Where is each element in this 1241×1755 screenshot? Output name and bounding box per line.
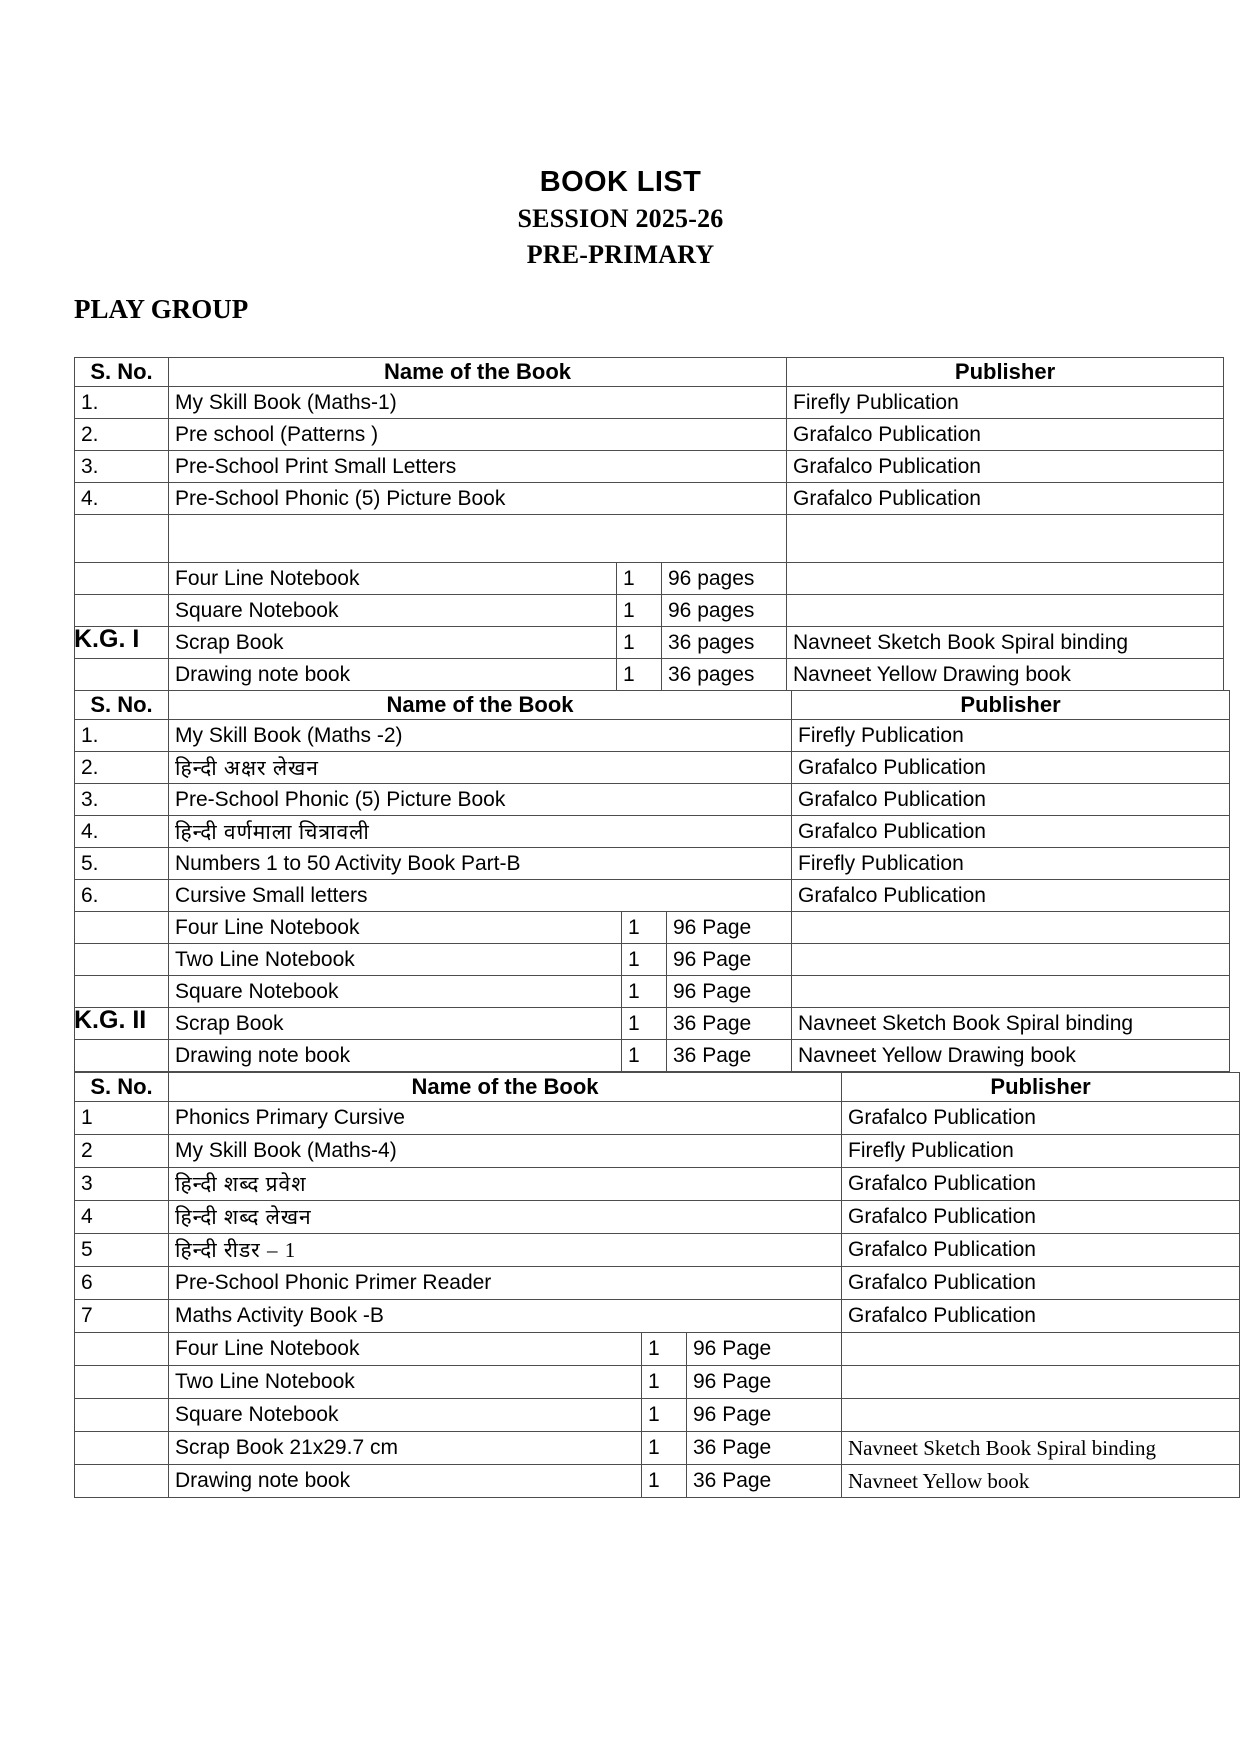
table-row bbox=[75, 1300, 1240, 1333]
cell-item-name: Scrap Book bbox=[169, 1008, 622, 1040]
cell-publisher: Firefly Publication bbox=[787, 387, 1224, 419]
cell-publisher: Grafalco Publication bbox=[792, 816, 1230, 848]
table-row bbox=[75, 1432, 1240, 1465]
table-row bbox=[75, 595, 1224, 627]
table-row bbox=[75, 848, 1230, 880]
document-session-line: SESSION 2025-26 bbox=[517, 204, 724, 233]
cell-book-name: हिन्दी वर्णमाला चित्रावली bbox=[169, 816, 792, 848]
cell-publisher bbox=[792, 944, 1230, 976]
cell-sno bbox=[75, 1333, 169, 1366]
table-row bbox=[75, 1008, 1230, 1040]
table-row bbox=[75, 1102, 1240, 1135]
document-header bbox=[0, 168, 1241, 268]
cell-publisher bbox=[842, 1333, 1240, 1366]
table-row bbox=[75, 1201, 1240, 1234]
section-heading-kg-2: K.G. II bbox=[74, 1006, 147, 1034]
cell-publisher: Grafalco Publication bbox=[842, 1168, 1240, 1201]
cell-sno: 2 bbox=[75, 1135, 169, 1168]
cell-book-name: Phonics Primary Cursive bbox=[169, 1102, 842, 1135]
cell-publisher bbox=[842, 1366, 1240, 1399]
page-title: BOOK LIST bbox=[539, 166, 702, 198]
cell-sno: 2. bbox=[75, 419, 169, 451]
cell-book-name: Pre-School Phonic Primer Reader bbox=[169, 1267, 842, 1300]
cell-publisher: Grafalco Publication bbox=[787, 451, 1224, 483]
cell-book-name: Numbers 1 to 50 Activity Book Part-B bbox=[169, 848, 792, 880]
cell-publisher: Grafalco Publication bbox=[842, 1267, 1240, 1300]
table-row bbox=[75, 976, 1230, 1008]
column-header-publisher: Publisher bbox=[787, 358, 1224, 387]
cell-publisher: Grafalco Publication bbox=[842, 1234, 1240, 1267]
table-header-row bbox=[75, 691, 1230, 720]
cell-quantity: 1 bbox=[617, 659, 662, 691]
table-row bbox=[75, 912, 1230, 944]
cell-quantity: 1 bbox=[642, 1465, 687, 1498]
column-header-sno: S. No. bbox=[75, 358, 169, 387]
cell-publisher: Firefly Publication bbox=[792, 848, 1230, 880]
table-row bbox=[75, 1234, 1240, 1267]
cell-publisher: Grafalco Publication bbox=[787, 419, 1224, 451]
cell-pages: 96 pages bbox=[662, 595, 787, 627]
cell-quantity: 1 bbox=[642, 1399, 687, 1432]
table-header-row bbox=[75, 1073, 1240, 1102]
cell-pages: 36 Page bbox=[687, 1432, 842, 1465]
cell-item-name: Two Line Notebook bbox=[169, 944, 622, 976]
cell-quantity: 1 bbox=[622, 1008, 667, 1040]
table-header-row bbox=[75, 358, 1224, 387]
column-header-name: Name of the Book bbox=[169, 358, 787, 387]
cell-item-name: Drawing note book bbox=[169, 1465, 642, 1498]
cell-quantity: 1 bbox=[642, 1432, 687, 1465]
cell-sno: 2. bbox=[75, 752, 169, 784]
table-row bbox=[75, 627, 1224, 659]
cell-publisher: Navneet Yellow Drawing book bbox=[787, 659, 1224, 691]
cell-sno: 7 bbox=[75, 1300, 169, 1333]
cell-quantity: 1 bbox=[622, 944, 667, 976]
cell-pages: 36 Page bbox=[667, 1040, 792, 1072]
cell-sno: 3 bbox=[75, 1168, 169, 1201]
cell-sno: 4 bbox=[75, 1201, 169, 1234]
cell-item-name: Scrap Book 21x29.7 cm bbox=[169, 1432, 642, 1465]
cell-pages: 96 pages bbox=[662, 563, 787, 595]
cell-pages: 96 Page bbox=[687, 1366, 842, 1399]
cell-item-name: Four Line Notebook bbox=[169, 912, 622, 944]
cell-publisher: Grafalco Publication bbox=[842, 1300, 1240, 1333]
cell-sno bbox=[75, 1465, 169, 1498]
cell-quantity: 1 bbox=[642, 1333, 687, 1366]
cell-book-name: My Skill Book (Maths -2) bbox=[169, 720, 792, 752]
cell-item-name: Two Line Notebook bbox=[169, 1366, 642, 1399]
column-header-publisher: Publisher bbox=[842, 1073, 1240, 1102]
cell-sno bbox=[75, 515, 169, 563]
section-heading-play-group: PLAY GROUP bbox=[74, 294, 249, 324]
table-row bbox=[75, 1040, 1230, 1072]
cell-book-name: My Skill Book (Maths-4) bbox=[169, 1135, 842, 1168]
table-row bbox=[75, 752, 1230, 784]
cell-quantity: 1 bbox=[617, 563, 662, 595]
cell-item-name: Square Notebook bbox=[169, 1399, 642, 1432]
cell-item-name: Square Notebook bbox=[169, 976, 622, 1008]
table-spacer-row bbox=[75, 515, 1224, 563]
table-row bbox=[75, 944, 1230, 976]
table-row bbox=[75, 483, 1224, 515]
cell-sno bbox=[75, 1366, 169, 1399]
table-row bbox=[75, 816, 1230, 848]
cell-quantity: 1 bbox=[617, 627, 662, 659]
cell-publisher: Navneet Sketch Book Spiral binding bbox=[792, 1008, 1230, 1040]
table-row bbox=[75, 1399, 1240, 1432]
table-row bbox=[75, 451, 1224, 483]
cell-publisher: Firefly Publication bbox=[792, 720, 1230, 752]
cell-pages: 96 Page bbox=[667, 912, 792, 944]
cell-quantity: 1 bbox=[622, 912, 667, 944]
cell-quantity: 1 bbox=[622, 1040, 667, 1072]
cell-sno bbox=[75, 1040, 169, 1072]
cell-pages: 36 pages bbox=[662, 659, 787, 691]
cell-sno: 6. bbox=[75, 880, 169, 912]
cell-sno: 3. bbox=[75, 451, 169, 483]
table-row bbox=[75, 1267, 1240, 1300]
cell-publisher: Firefly Publication bbox=[842, 1135, 1240, 1168]
book-table-kg-1 bbox=[74, 690, 1230, 1072]
cell-publisher: Grafalco Publication bbox=[787, 483, 1224, 515]
cell-sno: 3. bbox=[75, 784, 169, 816]
cell-publisher bbox=[842, 1399, 1240, 1432]
cell-publisher: Navneet Sketch Book Spiral binding bbox=[842, 1432, 1240, 1465]
column-header-publisher: Publisher bbox=[792, 691, 1230, 720]
cell-book-name: हिन्दी शब्द लेखन bbox=[169, 1201, 842, 1234]
book-table-play-group bbox=[74, 357, 1224, 691]
table-row bbox=[75, 1366, 1240, 1399]
cell-item-name: Square Notebook bbox=[169, 595, 617, 627]
cell-publisher bbox=[787, 563, 1224, 595]
cell-sno bbox=[75, 912, 169, 944]
cell-pages: 36 Page bbox=[687, 1465, 842, 1498]
table-row bbox=[75, 1168, 1240, 1201]
cell-pages: 96 Page bbox=[667, 976, 792, 1008]
column-header-sno: S. No. bbox=[75, 1073, 169, 1102]
cell-item-name: Four Line Notebook bbox=[169, 563, 617, 595]
cell-publisher: Navneet Yellow Drawing book bbox=[792, 1040, 1230, 1072]
cell-book-name: My Skill Book (Maths-1) bbox=[169, 387, 787, 419]
table-row bbox=[75, 387, 1224, 419]
table-row bbox=[75, 720, 1230, 752]
cell-item-name: Drawing note book bbox=[169, 1040, 622, 1072]
cell-sno: 6 bbox=[75, 1267, 169, 1300]
cell-sno: 1 bbox=[75, 1102, 169, 1135]
cell-sno: 5 bbox=[75, 1234, 169, 1267]
cell-sno bbox=[75, 563, 169, 595]
cell-book-name: हिन्दी अक्षर लेखन bbox=[169, 752, 792, 784]
cell-sno bbox=[75, 944, 169, 976]
book-table-kg-2 bbox=[74, 1072, 1240, 1498]
cell-book-name: Pre-School Phonic (5) Picture Book bbox=[169, 784, 792, 816]
cell-sno bbox=[75, 1432, 169, 1465]
cell-sno: 5. bbox=[75, 848, 169, 880]
cell-pages: 96 Page bbox=[687, 1333, 842, 1366]
cell-item-name: Four Line Notebook bbox=[169, 1333, 642, 1366]
table-row bbox=[75, 419, 1224, 451]
column-header-sno: S. No. bbox=[75, 691, 169, 720]
table-row bbox=[75, 1333, 1240, 1366]
cell-publisher: Grafalco Publication bbox=[842, 1102, 1240, 1135]
cell-publisher bbox=[787, 595, 1224, 627]
table-row bbox=[75, 563, 1224, 595]
cell-sno: 1. bbox=[75, 387, 169, 419]
cell-book-name: हिन्दी रीडर – 1 bbox=[169, 1234, 842, 1267]
column-header-name: Name of the Book bbox=[169, 691, 792, 720]
cell-book-name: Pre-School Phonic (5) Picture Book bbox=[169, 483, 787, 515]
table-row bbox=[75, 1135, 1240, 1168]
cell-publisher bbox=[787, 515, 1224, 563]
cell-publisher: Grafalco Publication bbox=[792, 784, 1230, 816]
cell-quantity: 1 bbox=[622, 976, 667, 1008]
cell-quantity: 1 bbox=[617, 595, 662, 627]
cell-pages: 96 Page bbox=[687, 1399, 842, 1432]
table-row bbox=[75, 659, 1224, 691]
cell-book-name: Pre-School Print Small Letters bbox=[169, 451, 787, 483]
cell-item-name: Scrap Book bbox=[169, 627, 617, 659]
cell-sno bbox=[75, 976, 169, 1008]
cell-publisher: Grafalco Publication bbox=[842, 1201, 1240, 1234]
cell-pages: 36 pages bbox=[662, 627, 787, 659]
cell-sno bbox=[75, 659, 169, 691]
table-row bbox=[75, 784, 1230, 816]
section-heading-kg-1: K.G. I bbox=[74, 625, 140, 653]
cell-sno: 4. bbox=[75, 483, 169, 515]
cell-item-name: Drawing note book bbox=[169, 659, 617, 691]
cell-book-name: Cursive Small letters bbox=[169, 880, 792, 912]
cell-publisher: Grafalco Publication bbox=[792, 752, 1230, 784]
cell-pages: 96 Page bbox=[667, 944, 792, 976]
cell-publisher: Navneet Yellow book bbox=[842, 1465, 1240, 1498]
document-level-line: PRE-PRIMARY bbox=[526, 240, 715, 269]
cell-book-name: Pre school (Patterns ) bbox=[169, 419, 787, 451]
cell-sno bbox=[75, 1399, 169, 1432]
cell-sno: 4. bbox=[75, 816, 169, 848]
cell-publisher: Navneet Sketch Book Spiral binding bbox=[787, 627, 1224, 659]
cell-publisher bbox=[792, 976, 1230, 1008]
table-row bbox=[75, 880, 1230, 912]
cell-sno bbox=[75, 595, 169, 627]
table-row bbox=[75, 1465, 1240, 1498]
cell-publisher bbox=[792, 912, 1230, 944]
cell-book-name bbox=[169, 515, 787, 563]
cell-quantity: 1 bbox=[642, 1366, 687, 1399]
cell-sno: 1. bbox=[75, 720, 169, 752]
cell-pages: 36 Page bbox=[667, 1008, 792, 1040]
column-header-name: Name of the Book bbox=[169, 1073, 842, 1102]
cell-book-name: हिन्दी शब्द प्रवेश bbox=[169, 1168, 842, 1201]
cell-book-name: Maths Activity Book -B bbox=[169, 1300, 842, 1333]
cell-publisher: Grafalco Publication bbox=[792, 880, 1230, 912]
